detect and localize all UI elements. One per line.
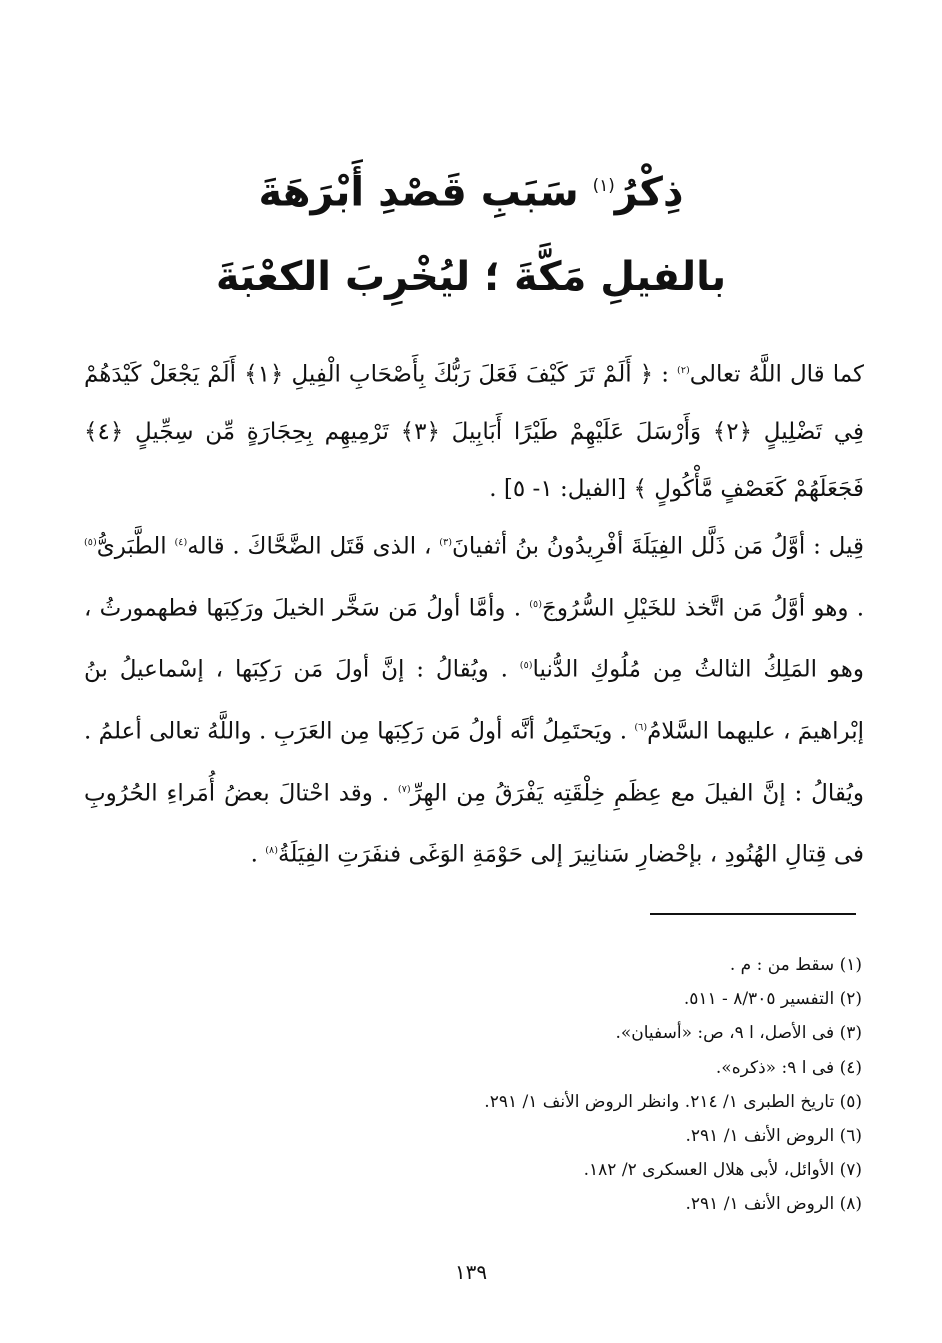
quran-quote-paragraph: [84, 342, 864, 518]
body-text: . ويَحتَمِلُ أنَّه أولُ مَن رَكِبَها مِن العَرَبِ . واللَّهُ تعالى أعلمُ . ويُقالُ : إنَّ الفيلَ مع عِظَمِ خِلْقَتِه يَفْرَقُ مِن الهِرِّ: [84, 718, 864, 807]
footnote-marker: (٥): [529, 598, 543, 610]
footnote-item: (١) سقط من : م .: [729, 955, 862, 975]
body-text: . ويُقالُ : إنَّ أولَ مَن رَكِبَها ، إسْماعيلُ بنُ إبْراهيمَ ، عليهما السَّلامُ: [84, 656, 864, 745]
body-text: الطَّبَرىُّ: [96, 533, 175, 560]
page-number: ١٣٩: [454, 1260, 488, 1284]
footnote-marker: (٣): [439, 537, 452, 548]
quote-citation: [الفيل: ١- ٥] .: [489, 475, 634, 502]
footnote-separator: [650, 913, 856, 915]
body-text: .: [250, 841, 266, 868]
footnote-marker: (٦): [634, 721, 648, 733]
body-text: ، الذى قَتَل الضَّحَّاكَ . قاله: [187, 533, 440, 560]
heading-rest: سَبَبِ قَصْدِ أَبْرَهَةَ: [258, 169, 579, 216]
footnote-item: (٤) فى ا ٩: «ذكره».: [715, 1057, 862, 1078]
footnote-marker: (٥): [84, 537, 97, 548]
quote-verses: : ﴿ أَلَمْ تَرَ كَيْفَ فَعَلَ رَبُّكَ بِأَصْحَابِ الْفِيلِ ﴿١﴾ أَلَمْ يَجْعَلْ كَيْدَهُمْ فِي تَضْلِيلٍ ﴿٢﴾ وَأَرْسَلَ عَلَيْهِمْ طَيْرًا أَبَابِيلَ ﴿٣﴾ تَرْمِيهِم بِحِجَارَةٍ مِّن سِجِّيلٍ ﴿٤﴾ فَجَعَلَهُمْ كَعَصْفٍ مَّأْكُولٍ ﴾: [84, 361, 864, 502]
footnote-item: (٣) فى الأصل، ا ٩، ص: «أسفيان».: [615, 1023, 862, 1044]
body-text: . وهو أوَّلُ مَن اتَّخذ للخَيْلِ السُّرُوجَ: [542, 595, 865, 622]
body-text: . وقد احْتالَ بعضُ أُمَراءِ الحُرُوبِ فى قِتالِ الهُنُودِ ، بإحْضارِ سَنانِيرَ إلى حَوْمَةِ الوَغَى فنفَرَتِ الفِيَلَةُ: [84, 780, 864, 868]
body-text: . وأمَّا أولُ مَن سَخَّر الخيلَ ورَكِبَها فطهمورثُ ، وهو المَلِكُ الثالثُ مِن مُلُوكِ الدُّنيا: [84, 595, 864, 683]
body-paragraph: [84, 514, 864, 884]
chapter-heading-line1: [0, 160, 942, 217]
footnote-marker: (٧): [397, 783, 411, 795]
footnote-marker: (١): [592, 175, 615, 195]
footnote-marker: (٥): [519, 660, 533, 672]
footnote-item: (٨) الروض الأنف ١/ ٢٩١.: [685, 1194, 862, 1215]
footnote-marker: (٢): [677, 365, 690, 376]
footnote-marker: (٤): [174, 537, 188, 548]
heading-word: ذِكْرُ: [614, 169, 684, 216]
footnote-item: (٢) التفسير ٨/٣٠٥ - ٥١١.: [683, 989, 862, 1010]
footnotes-list: [300, 948, 862, 1222]
footnote-item: (٥) تاريخ الطبرى ١/ ٢١٤. وانظر الروض الأنف ١/ ٢٩١.: [484, 1091, 862, 1112]
footnote-item: (٦) الروض الأنف ١/ ٢٩١.: [685, 1126, 862, 1147]
quote-intro: كما قال اللَّهُ تعالى: [689, 361, 864, 388]
chapter-heading-line2: بالفيلِ مَكَّةَ ؛ ليُخْرِبَ الكعْبَةَ: [215, 254, 727, 300]
footnote-marker: (٨): [265, 845, 279, 857]
body-text: قِيل : أوَّلُ مَن ذَلَّل الفِيَلَةَ أفْرِيدُونُ بنُ أثفيانَ: [451, 533, 865, 560]
footnote-item: (٧) الأوائل، لأبى هلال العسكرى ٢/ ١٨٢.: [583, 1160, 862, 1181]
